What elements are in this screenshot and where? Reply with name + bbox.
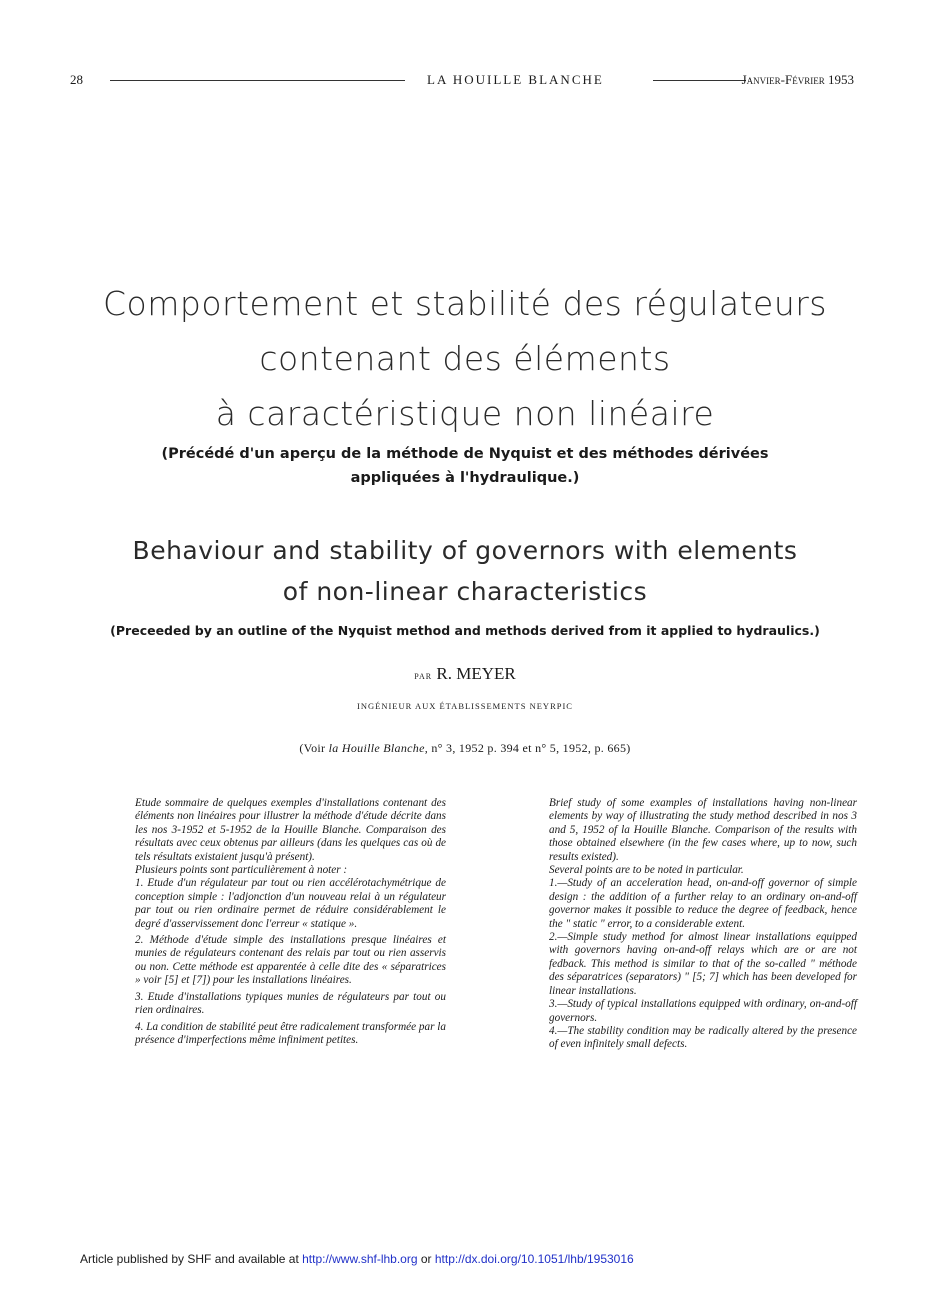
header-rule-left: [110, 80, 405, 81]
title-french: [20, 276, 910, 441]
title-english: [20, 530, 910, 612]
abstract-paragraph: 4.—The stability condition may be radically altered by the presence of even infinitely small defects.: [549, 1024, 857, 1051]
abstract-paragraph: Brief study of some examples of installations having non-linear elements by way of illustrating the study method described in nos 3 and 5, 1952 of la Houille Blanche. Comparison of the results with those obtained elsewhere (in the few cases where, up to now, such results existed).: [549, 797, 857, 863]
abstract-paragraph: 3. Etude d'installations typiques munies de régulateurs par tout ou rien ordinaires.: [135, 990, 446, 1017]
subtitle-french-line-1: (Précédé d'un aperçu de la méthode de Nyquist et des méthodes dérivées: [161, 446, 769, 462]
journal-name: LA HOUILLE BLANCHE: [427, 72, 604, 87]
abstract-paragraph: 2.—Simple study method for almost linear installations equipped with governors having on-and-off relays which are or are not fedback. This method is similar to that of the so-called " méthode des séparatrices (separators) " [5; 7] which has been developed for linear installations.: [549, 931, 857, 997]
footer-text: or: [417, 1252, 435, 1266]
author-prefix: par: [414, 668, 433, 682]
title-french-line-1: Comportement et stabilité des régulateurs: [103, 284, 827, 323]
abstract-paragraph: Several points are to be noted in particular.: [549, 864, 744, 877]
abstract-paragraph: Etude sommaire de quelques exemples d'installations contenant des éléments non linéaires pour illustrer la méthode d'étude décrite dans les nos 3-1952 et 5-1952 de la Houille Blanche. Comparaison des résultats avec ceux obtenus par ailleurs (dans les quelques cas où de tels résultats existaient jusqu'à présent).: [135, 797, 446, 863]
abstract-paragraph: 4. La condition de stabilité peut être radicalement transformée par la présence d'imperfections même infiniment petites.: [135, 1020, 446, 1046]
abstract-paragraph: 3.—Study of typical installations equipped with ordinary, on-and-off governors.: [549, 998, 857, 1024]
abstract-paragraph: 2. Méthode d'étude simple des installations presque linéaires et munies de régulateurs contenant des relais par tout ou rien asservis ou non. Cette méthode est apparentée à celle dite des « séparatrices » voir [5] et [7]) pour les installations linéaires.: [135, 934, 446, 987]
title-french-line-3: à caractéristique non linéaire: [215, 394, 715, 433]
reference-note: [0, 741, 930, 756]
reference-details: n° 3, 1952 p. 394 et n° 5, 1952, p. 665): [431, 741, 631, 755]
subtitle-english: (Preceeded by an outline of the Nyquist method and methods derived from it applied to hydraulics.): [110, 623, 820, 638]
page-number: 28: [70, 72, 83, 87]
author-affiliation: INGÉNIEUR AUX ÉTABLISSEMENTS NEYRPIC: [357, 701, 573, 711]
abstract-english: [549, 797, 857, 1052]
title-english-line-2: of non-linear characteristics: [282, 577, 648, 606]
author-line: [0, 664, 930, 684]
abstract-paragraph: Plusieurs points sont particulièrement à noter :: [135, 864, 348, 877]
footer-link-shf[interactable]: http://www.shf-lhb.org: [302, 1252, 418, 1266]
title-french-line-2: contenant des éléments: [259, 339, 671, 378]
footer-link-doi[interactable]: http://dx.doi.org/10.1051/lhb/1953016: [434, 1252, 634, 1266]
reference-open: (Voir: [299, 741, 326, 755]
abstract-paragraph: 1. Etude d'un régulateur par tout ou rien accélérotachymétrique de conception simple : l'adjonction d'un nouveau relai à un régulateur par tout ou rien ordinaire permet de réduire considérablement le degré d'asservissement donc l'erreur « statique ».: [135, 877, 446, 930]
running-head: [70, 72, 854, 90]
title-english-line-1: Behaviour and stability of governors with elements: [132, 536, 798, 565]
subtitle-french: [60, 442, 870, 490]
author-name: R. MEYER: [436, 664, 516, 683]
footer-text: Article published by SHF and available at: [80, 1252, 303, 1266]
abstract-french: [135, 797, 446, 1047]
subtitle-french-line-2: appliquées à l'hydraulique.): [350, 470, 580, 486]
publication-footer: [80, 1252, 900, 1266]
header-rule-right: [653, 80, 746, 81]
issue-date: Janvier-Février 1953: [741, 72, 854, 87]
abstract-paragraph: 1.—Study of an acceleration head, on-and-off governor of simple design : the addition of a further relay to an ordinary on-and-off governor makes it possible to reduce the degree of feedback, hence the " static " error, to a considerable extent.: [549, 877, 857, 930]
reference-journal: la Houille Blanche,: [328, 741, 429, 755]
